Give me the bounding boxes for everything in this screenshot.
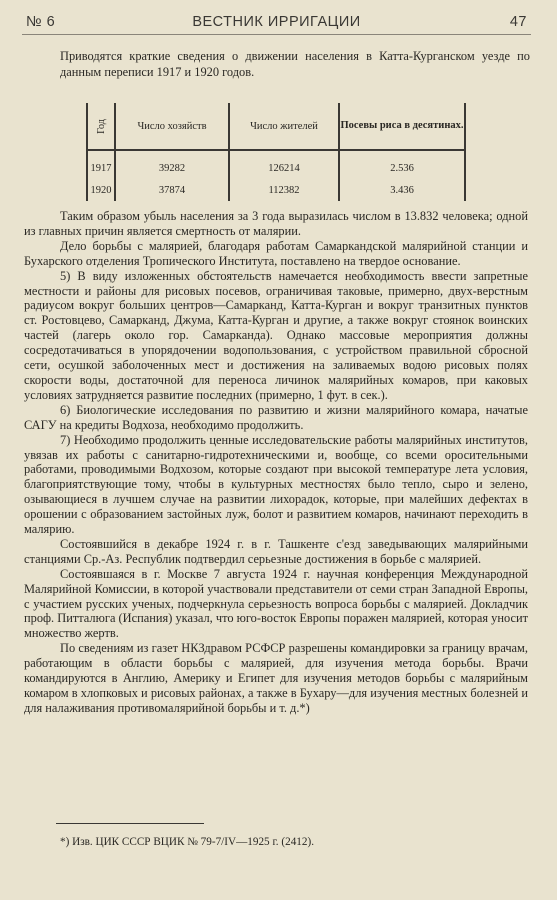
body-text [24, 209, 528, 716]
footnote [60, 836, 520, 848]
footnote-text: Изв. ЦИК СССР ВЦИК № 79-7/IV—1925 г. (2412). [72, 836, 314, 848]
cell-rice: 3.436 [339, 179, 465, 201]
table-row [87, 150, 465, 179]
paragraph: 7) Необходимо продолжить ценные исследовательские работы малярийных институтов, увязав их работы с санитарно-гидротехническими и, вообще, со всеми оросительными работами, проводимыми Водхозом, которые создают при высокой температуре лета условия, благоприятствующие тому, чтобы в культурных местностях было тепло, сыро и зелено, озывающиеся в лучшем случае на развитии лихорадок, которые, при малейших дефектах в орошении с образованием застойных луж, болот и развитием комаров, начинают переходить в малярию. [24, 432, 528, 537]
cell-households: 39282 [115, 150, 229, 179]
paragraph: Дело борьбы с малярией, благодаря работам Самаркандской малярийной станции и Бухарского отделения Тропического Института, поставлено на твердое основание. [24, 238, 528, 268]
col-header-year: Год [87, 103, 115, 150]
intro-paragraph [60, 49, 530, 80]
cell-year: 1917 [87, 150, 115, 179]
paragraph: 6) Биологические исследования по развитию и жизни малярийного комара, начатые САГУ на кредиты Водхоза, необходимо продолжить. [24, 402, 528, 432]
paragraph: Состоявшаяся в г. Москве 7 августа 1924 г. научная конференция Международной Малярийной Комиссии, в которой участвовали представители от семи стран Западной Европы, с участием русских ученых, подчеркнула серьезность вопроса борьбы с малярией. Докладчик проф. Питталюга (Испания) указал, что юго-восток Европы поражен малярией, которая уносит множество жертв. [24, 566, 528, 641]
journal-title: ВЕСТНИК ИРРИГАЦИИ [192, 14, 361, 30]
page-number-left: № 6 [26, 14, 56, 30]
running-header [26, 14, 527, 36]
paragraph: Таким образом убыль населения за 3 года выразилась числом в 13.832 человека; одной из главных причин является смертность от малярии. [24, 209, 528, 238]
cell-rice: 2.536 [339, 150, 465, 179]
table-row [87, 179, 465, 201]
page-number-right: 47 [509, 14, 527, 30]
cell-households: 37874 [115, 179, 229, 201]
cell-population: 112382 [229, 179, 339, 201]
cell-population: 126214 [229, 150, 339, 179]
census-table [86, 103, 466, 197]
col-header-population: Число жителей [229, 103, 339, 150]
cell-year: 1920 [87, 179, 115, 201]
col-header-households: Число хозяйств [115, 103, 229, 150]
footnote-marker: *) [60, 836, 70, 848]
paragraph: По сведениям из газет НКЗдравом РСФСР разрешены командировки за границу врачам, работающим в области борьбы с малярией, для изучения метода борьбы. Врачи командируются в Англию, Америку и Египет для изучения методов борьбы с малярийным комаром в хлопковых и рисовых районах, а также в Бухару—для изучения местных болезней и для налаживания противомалярийной борьбы и т. д.*) [24, 641, 528, 715]
intro-text: Приводятся краткие сведения о движении населения в Катта-Курганском уезде по данным переписи 1917 и 1920 годов. [60, 49, 530, 79]
header-divider [22, 34, 531, 35]
footnote-divider [56, 823, 204, 824]
paragraph: 5) В виду изложенных обстоятельств намечается необходимость ввести запретные местности и районы для рисовых посевов, ограничивая таковые, примерно, двух-верстным радиусом вокруг больших центров—Самарканд, Катта-Курган и вокруг транзитных пунктов ст. Ростовцево, Самарканд, Джума, Катта-Курган и другие, а также вокруг стоянок воинских частей (лагерь около гор. Самарканда). Однако массовые мероприятия должны сосредотачиваться в упорядочении водопользования, с устройством правильной сбросной сети, осушкой заболоченных мест и достижения на заливаемых водою рисовых полях скорости воды, достаточной для переноса личинок малярийных комаров, при каковых условиях затрудняется развитие последних (примерно, 1 фут. в сек.). [24, 268, 528, 402]
col-header-rice: Посевы риса в десятинах. [339, 103, 465, 150]
paragraph: Состоявшийся в декабре 1924 г. в г. Ташкенте с'езд заведывающих малярийными станциями Ср.-Аз. Республик подтвердил серьезные достижения в борьбе с малярией. [24, 536, 528, 566]
